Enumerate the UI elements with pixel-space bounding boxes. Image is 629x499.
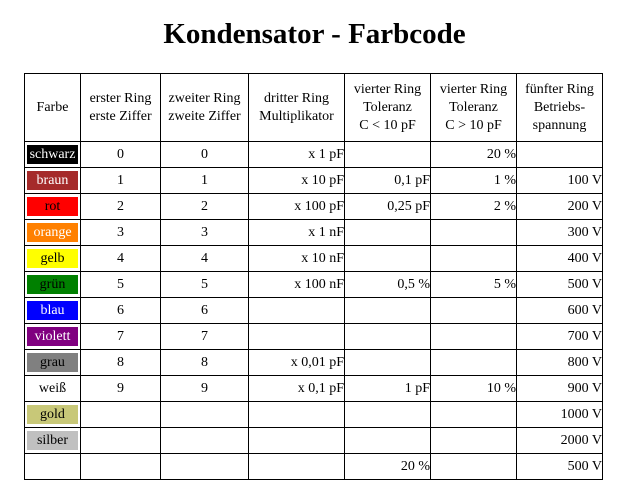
tolerance-small-cell: 0,5 %	[345, 272, 431, 298]
tolerance-small-cell	[345, 324, 431, 350]
first-digit-cell: 4	[81, 246, 161, 272]
color-cell	[25, 142, 81, 168]
second-digit-cell: 8	[161, 350, 249, 376]
second-digit-cell: 5	[161, 272, 249, 298]
tolerance-small-cell	[345, 298, 431, 324]
multiplier-cell: x 100 nF	[249, 272, 345, 298]
second-digit-cell: 7	[161, 324, 249, 350]
first-digit-cell	[81, 454, 161, 480]
first-digit-cell: 1	[81, 168, 161, 194]
multiplier-cell: x 0,01 pF	[249, 350, 345, 376]
second-digit-cell	[161, 428, 249, 454]
second-digit-cell: 4	[161, 246, 249, 272]
color-swatch: orange	[27, 223, 78, 242]
voltage-cell: 300 V	[517, 220, 603, 246]
color-code-table	[24, 73, 603, 480]
color-cell	[25, 272, 81, 298]
color-swatch: grau	[27, 353, 78, 372]
header-row	[25, 74, 603, 142]
voltage-cell: 1000 V	[517, 402, 603, 428]
color-swatch: braun	[27, 171, 78, 190]
color-swatch: gold	[27, 405, 78, 424]
voltage-cell: 400 V	[517, 246, 603, 272]
table-row	[25, 272, 603, 298]
second-digit-cell: 0	[161, 142, 249, 168]
table-row	[25, 350, 603, 376]
color-cell	[25, 194, 81, 220]
first-digit-cell: 2	[81, 194, 161, 220]
tolerance-large-cell	[431, 246, 517, 272]
tolerance-large-cell	[431, 454, 517, 480]
tolerance-large-cell: 20 %	[431, 142, 517, 168]
table-row	[25, 246, 603, 272]
tolerance-small-cell	[345, 142, 431, 168]
color-cell	[25, 246, 81, 272]
tolerance-large-cell	[431, 324, 517, 350]
first-digit-cell: 5	[81, 272, 161, 298]
first-digit-cell: 0	[81, 142, 161, 168]
tolerance-large-cell: 5 %	[431, 272, 517, 298]
tolerance-large-cell: 10 %	[431, 376, 517, 402]
color-cell	[25, 324, 81, 350]
color-swatch: schwarz	[27, 145, 78, 164]
tolerance-small-cell	[345, 428, 431, 454]
voltage-cell: 800 V	[517, 350, 603, 376]
tolerance-small-cell: 0,25 pF	[345, 194, 431, 220]
multiplier-cell: x 0,1 pF	[249, 376, 345, 402]
table-row	[25, 194, 603, 220]
color-cell	[25, 454, 81, 480]
table-row	[25, 376, 603, 402]
table-row	[25, 428, 603, 454]
multiplier-cell	[249, 402, 345, 428]
multiplier-cell	[249, 428, 345, 454]
voltage-cell: 700 V	[517, 324, 603, 350]
tolerance-small-cell	[345, 220, 431, 246]
multiplier-cell: x 10 nF	[249, 246, 345, 272]
first-digit-cell: 3	[81, 220, 161, 246]
second-digit-cell	[161, 402, 249, 428]
second-digit-cell: 6	[161, 298, 249, 324]
second-digit-cell: 1	[161, 168, 249, 194]
tolerance-large-cell	[431, 402, 517, 428]
voltage-cell: 900 V	[517, 376, 603, 402]
color-cell	[25, 350, 81, 376]
table-row	[25, 298, 603, 324]
multiplier-cell: x 10 pF	[249, 168, 345, 194]
table-row	[25, 168, 603, 194]
color-swatch: silber	[27, 431, 78, 450]
page-title: Kondensator - Farbcode	[163, 18, 466, 50]
color-swatch: rot	[27, 197, 78, 216]
tolerance-large-cell	[431, 220, 517, 246]
first-digit-cell: 7	[81, 324, 161, 350]
first-digit-cell	[81, 402, 161, 428]
first-digit-cell: 9	[81, 376, 161, 402]
header-ring4-small: vierter Ring Toleranz C < 10 pF	[345, 74, 431, 142]
voltage-cell	[517, 142, 603, 168]
color-swatch: grün	[27, 275, 78, 294]
first-digit-cell: 8	[81, 350, 161, 376]
tolerance-small-cell	[345, 350, 431, 376]
second-digit-cell: 3	[161, 220, 249, 246]
header-ring2: zweiter Ring zweite Ziffer	[161, 74, 249, 142]
header-ring4-large: vierter Ring Toleranz C > 10 pF	[431, 74, 517, 142]
color-swatch: gelb	[27, 249, 78, 268]
voltage-cell: 200 V	[517, 194, 603, 220]
second-digit-cell: 9	[161, 376, 249, 402]
color-cell	[25, 376, 81, 402]
second-digit-cell: 2	[161, 194, 249, 220]
tolerance-large-cell: 1 %	[431, 168, 517, 194]
tolerance-small-cell: 1 pF	[345, 376, 431, 402]
voltage-cell: 600 V	[517, 298, 603, 324]
multiplier-cell	[249, 298, 345, 324]
multiplier-cell	[249, 324, 345, 350]
color-cell	[25, 428, 81, 454]
tolerance-large-cell	[431, 428, 517, 454]
first-digit-cell	[81, 428, 161, 454]
table-row	[25, 142, 603, 168]
tolerance-small-cell: 20 %	[345, 454, 431, 480]
multiplier-cell: x 100 pF	[249, 194, 345, 220]
second-digit-cell	[161, 454, 249, 480]
table-row	[25, 454, 603, 480]
tolerance-large-cell	[431, 350, 517, 376]
tolerance-small-cell	[345, 402, 431, 428]
voltage-cell: 500 V	[517, 454, 603, 480]
first-digit-cell: 6	[81, 298, 161, 324]
color-cell	[25, 402, 81, 428]
table-row	[25, 324, 603, 350]
color-cell	[25, 298, 81, 324]
table-row	[25, 220, 603, 246]
color-swatch: weiß	[27, 379, 78, 398]
color-cell	[25, 168, 81, 194]
color-swatch: violett	[27, 327, 78, 346]
voltage-cell: 2000 V	[517, 428, 603, 454]
voltage-cell: 100 V	[517, 168, 603, 194]
header-ring5: fünfter Ring Betriebs- spannung	[517, 74, 603, 142]
tolerance-large-cell: 2 %	[431, 194, 517, 220]
multiplier-cell: x 1 nF	[249, 220, 345, 246]
color-cell	[25, 220, 81, 246]
tolerance-small-cell	[345, 246, 431, 272]
header-ring1: erster Ring erste Ziffer	[81, 74, 161, 142]
voltage-cell: 500 V	[517, 272, 603, 298]
multiplier-cell: x 1 pF	[249, 142, 345, 168]
multiplier-cell	[249, 454, 345, 480]
header-farbe: Farbe	[25, 74, 81, 142]
header-ring3: dritter Ring Multiplikator	[249, 74, 345, 142]
tolerance-large-cell	[431, 298, 517, 324]
color-swatch: blau	[27, 301, 78, 320]
table-row	[25, 402, 603, 428]
tolerance-small-cell: 0,1 pF	[345, 168, 431, 194]
